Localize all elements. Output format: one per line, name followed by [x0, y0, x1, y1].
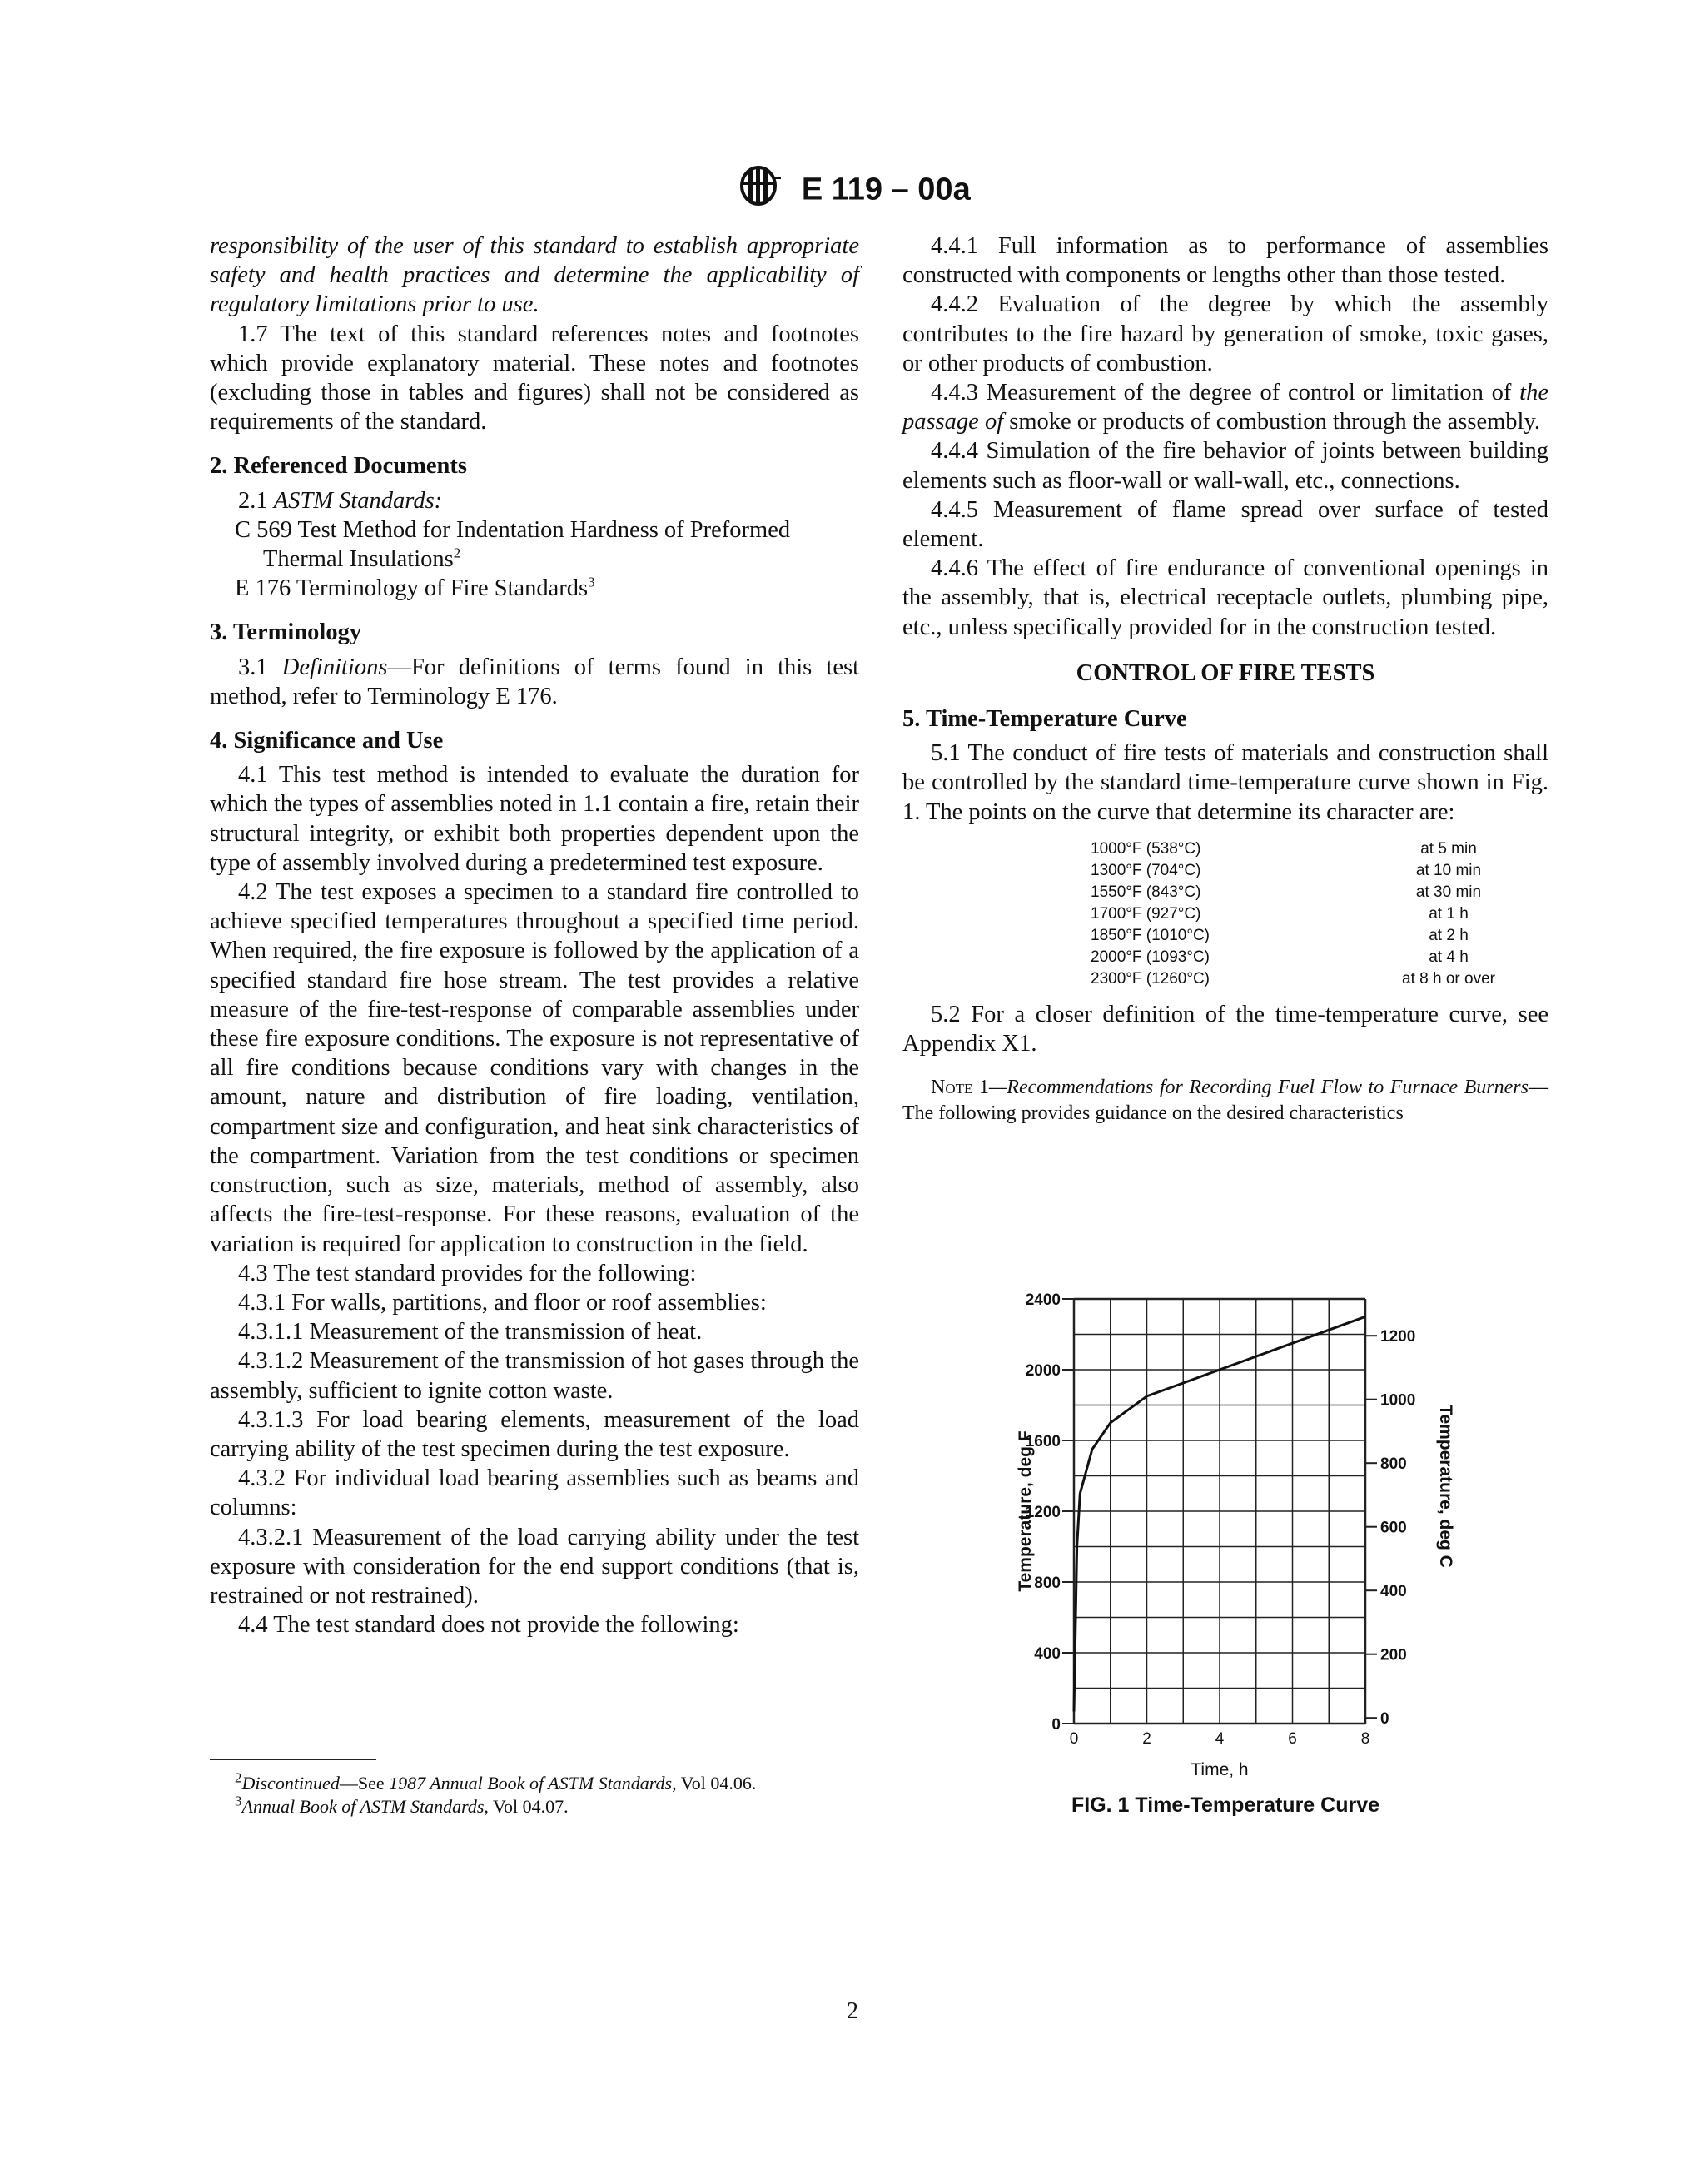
paragraph-4-3: 4.3 The test standard provides for the following:: [238, 1260, 697, 1286]
paragraph-4-4-3: 4.4.3 Measurement of the degree of control or limitation of the passage of smoke or products of combustion through the assembly.: [902, 380, 1548, 435]
paragraph-4-3-1-3: 4.3.1.3 For load bearing elements, measurement of the load carrying ability of the test specimen during the test exposure.: [210, 1406, 859, 1462]
y2-tick-label: 800: [1380, 1455, 1407, 1474]
y-tick-label: 0: [1051, 1716, 1061, 1734]
footnotes: [235, 1769, 757, 1818]
paragraph-4-1: 4.1 This test method is intended to evaluate the duration for which the types of assemblies noted in 1.1 contain a fire, retain their structural integrity, or exhibit both properties dependent upon the type of assembly involved during a predetermined test exposure.: [210, 762, 859, 876]
paragraph-4-4-6: 4.4.6 The effect of fire endurance of conventional openings in the assembly, that is, electrical receptacle outlets, plumbing pipe, etc., unless specifically provided for in the construction tested.: [902, 555, 1548, 640]
figure-caption: FIG. 1 Time-Temperature Curve: [1071, 1793, 1380, 1817]
x-tick-label: 6: [1288, 1730, 1297, 1748]
paragraph-2-1: 2.1 ASTM Standards:: [238, 487, 443, 514]
curve-points-table: [1091, 838, 1548, 990]
heading-significance-and-use: 4. Significance and Use: [210, 728, 444, 754]
point-time: at 5 min: [1420, 839, 1477, 858]
y2-tick-label: 1000: [1380, 1391, 1416, 1410]
point-temp: 1550°F (843°C): [1091, 883, 1201, 901]
section-title-control-of-fire-tests: CONTROL OF FIRE TESTS: [1076, 659, 1375, 686]
reference-e176: E 176 Terminology of Fire Standards$^3$: [235, 574, 595, 602]
paragraph-4-4: 4.4 The test standard does not provide the following:: [238, 1612, 739, 1639]
paragraph-4-3-2: 4.3.2 For individual load bearing assemblies such as beams and columns:: [210, 1465, 859, 1521]
y2-tick-label: 1200: [1380, 1328, 1416, 1346]
point-temp: 2000°F (1093°C): [1091, 948, 1210, 966]
y2-tick-label: 600: [1380, 1519, 1407, 1537]
footnote-rule: [210, 1759, 376, 1760]
y2-tick-label: 200: [1380, 1646, 1407, 1664]
x-tick-label: 0: [1069, 1730, 1079, 1748]
point-temp: 1300°F (704°C): [1091, 861, 1201, 879]
footnote-3: $^3$Annual Book of ASTM Standards, Vol 04.07.: [235, 1793, 569, 1817]
y2-axis-label: Temperature, deg C: [1436, 1405, 1455, 1568]
footnote-2: $^2$Discontinued—See 1987 Annual Book of ASTM Standards, Vol 04.06.: [235, 1769, 757, 1793]
paragraph-4-3-2-1: 4.3.2.1 Measurement of the load carrying ability under the test exposure with consideration for the end support conditions (that is, restrained or not restrained).: [210, 1524, 859, 1609]
point-time: at 4 h: [1429, 948, 1469, 966]
paragraph-4-2: 4.2 The test exposes a specimen to a standard fire controlled to achieve specified temperatures throughout a specified time period. When required, the fire exposure is followed by the application of a specified standard fire hose stream. The test provides a relative measure of the fire-test-response of comparable assemblies under these fire exposure conditions. The exposure is not representative of all fire conditions because conditions vary with changes in the amount, nature and distribution of fire loading, ventilation, compartment size and configuration, and heat sink characteristics of the compartment. Variation from the test conditions or specimen construction, such as size, materials, method of assembly, also affects the fire-test-response. For these reasons, evaluation of the variation is required for application to construction in the field.: [210, 879, 859, 1257]
left-column: [210, 231, 859, 1639]
paragraph-4-3-1: 4.3.1 For walls, partitions, and floor or roof assemblies:: [238, 1289, 767, 1316]
y-tick-label: 2400: [1025, 1291, 1061, 1309]
y-tick-label: 1600: [1025, 1433, 1061, 1450]
note-1: Note 1—Recommendations for Recording Fuel Flow to Furnace Burners—The following provides guidance on the desired characteristics: [902, 1077, 1548, 1125]
safety-paragraph: responsibility of the user of this standard to establish appropriate safety and health practices and determine the applicability of regulatory limitations prior to use.: [210, 233, 859, 318]
time-temperature-chart: [999, 1282, 1465, 1798]
reference-c569: C 569 Test Method for Indentation Hardness of Preformed Thermal Insulations$^2$: [235, 516, 791, 573]
y-tick-label: 1200: [1025, 1504, 1061, 1521]
paragraph-4-3-1-2: 4.3.1.2 Measurement of the transmission of hot gases through the assembly, sufficient to ignite cotton waste.: [210, 1348, 859, 1404]
point-temp: 1850°F (1010°C): [1091, 926, 1210, 944]
y2-tick-label: 0: [1380, 1710, 1389, 1729]
paragraph-3-1: 3.1 Definitions—For definitions of terms found in this test method, refer to Terminology E 176.: [210, 654, 860, 709]
paragraph-4-4-4: 4.4.4 Simulation of the fire behavior of joints between building elements such as floor-wall or wall-wall, etc., connections.: [902, 438, 1548, 494]
point-temp: 2300°F (1260°C): [1091, 969, 1210, 988]
heading-time-temperature-curve: 5. Time-Temperature Curve: [902, 706, 1187, 733]
paragraph-4-4-1: 4.4.1 Full information as to performance of assemblies constructed with components or lengths other than those tested.: [902, 233, 1548, 289]
x-tick-label: 4: [1215, 1730, 1225, 1748]
paragraph-1-7: 1.7 The text of this standard references notes and footnotes which provide explanatory material. These notes and footnotes (excluding those in tables and figures) shall not be considered as requirements of the standard.: [210, 321, 859, 435]
point-time: at 1 h: [1429, 904, 1469, 923]
paragraph-5-1: 5.1 The conduct of fire tests of materials and construction shall be controlled by the standard time-temperature curve shown in Fig. 1. The points on the curve that determine its character are:: [902, 740, 1548, 825]
heading-terminology: 3. Terminology: [210, 619, 362, 646]
paragraph-4-4-2: 4.4.2 Evaluation of the degree by which the assembly contributes to the fire hazard by generation of smoke, toxic gases, or other products of combustion.: [902, 291, 1548, 376]
page-header: [0, 165, 1705, 215]
point-time: at 8 h or over: [1402, 969, 1495, 988]
point-time: at 2 h: [1429, 926, 1469, 944]
y-tick-label: 2000: [1025, 1362, 1061, 1380]
y2-tick-label: 400: [1380, 1583, 1407, 1601]
paragraph-5-2: 5.2 For a closer definition of the time-temperature curve, see Appendix X1.: [902, 1001, 1548, 1057]
paragraph-4-3-1-1: 4.3.1.1 Measurement of the transmission of heat.: [238, 1319, 703, 1346]
x-axis-label: Time, h: [1191, 1760, 1249, 1779]
document-number: E 119 – 00a: [801, 172, 971, 207]
point-time: at 10 min: [1415, 861, 1482, 879]
point-time: at 30 min: [1415, 883, 1482, 901]
heading-referenced-documents: 2. Referenced Documents: [210, 453, 467, 480]
point-temp: 1000°F (538°C): [1091, 839, 1201, 858]
y-tick-label: 400: [1034, 1645, 1061, 1663]
right-column: [902, 231, 1548, 1127]
astm-logo-icon: [734, 165, 783, 215]
point-temp: 1700°F (927°C): [1091, 904, 1201, 923]
x-tick-label: 2: [1142, 1730, 1151, 1748]
y-axis-label: Temperature, deg F: [1016, 1430, 1035, 1592]
page-number: 2: [847, 1998, 858, 2024]
paragraph-4-4-5: 4.4.5 Measurement of flame spread over surface of tested element.: [902, 496, 1548, 553]
x-tick-label: 8: [1360, 1730, 1370, 1748]
y-tick-label: 800: [1034, 1575, 1061, 1592]
